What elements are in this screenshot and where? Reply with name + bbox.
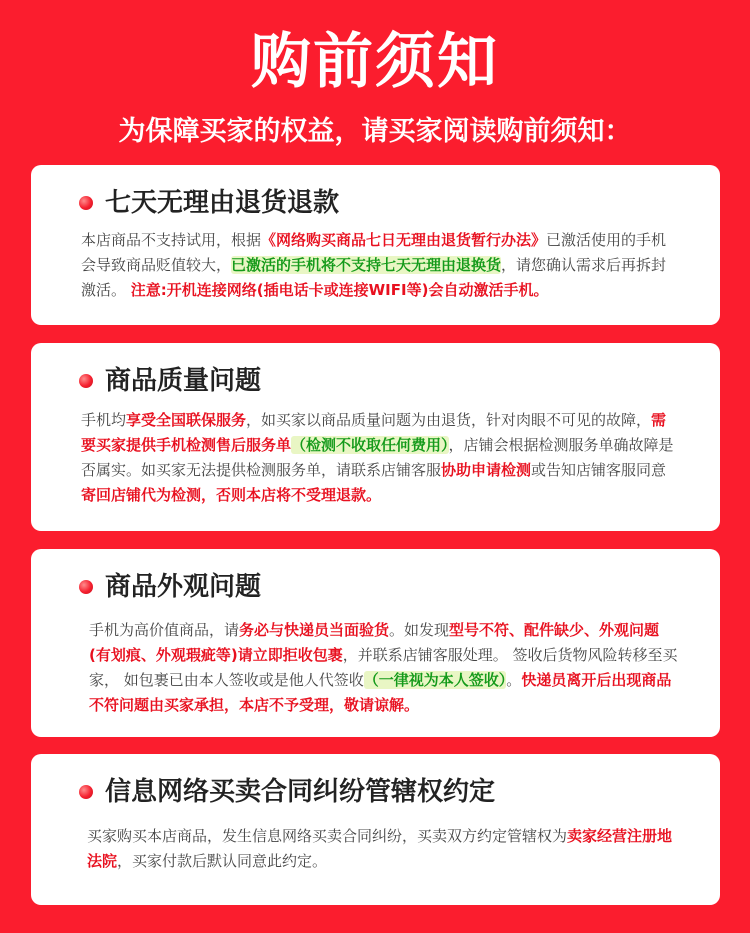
card-appearance-issue xyxy=(31,549,720,737)
emphasis-text: 已激活的手机将不支持七天无理由退换货 xyxy=(231,256,502,274)
highlight-text: 注意:开机连接网络(插电话卡或连接WIFI等)会自动激活手机。 xyxy=(130,281,549,299)
highlight-text: 需要买家提供手机检测售后服务单 xyxy=(81,411,667,454)
card-header xyxy=(79,183,339,223)
body-text: 。如发现 xyxy=(389,621,450,639)
bullet-dot-icon xyxy=(79,196,93,210)
page-subtitle: 为保障买家的权益，请买家阅读购前须知： xyxy=(118,116,632,147)
body-text: 或告知店铺客服同意 xyxy=(531,461,667,479)
highlight-text: 寄回店铺代为检测，否则本店将不受理退款。 xyxy=(81,486,382,504)
body-text: 已激活使用的手机会导致商品贬值较大， xyxy=(81,231,667,274)
card-body xyxy=(81,228,678,303)
body-text: 本店商品不支持试用，根据 xyxy=(81,231,262,249)
card-body xyxy=(81,408,678,508)
card-jurisdiction-agreement xyxy=(31,754,720,905)
body-text: ，如买家以商品质量问题为由退货，针对肉眼不可见的故障， xyxy=(246,411,652,429)
card-seven-day-return xyxy=(31,165,720,325)
card-title: 商品质量问题 xyxy=(105,366,262,396)
highlight-text: 务必与快递员当面验货 xyxy=(239,621,390,639)
card-body xyxy=(89,618,678,718)
card-title: 信息网络买卖合同纠纷管辖权约定 xyxy=(105,777,496,807)
card-header xyxy=(79,567,261,607)
body-text: ，店铺会根据检测服务单确故障是否属实。如买家无法提供检测服务单，请联系店铺客服 xyxy=(81,436,674,479)
card-title: 商品外观问题 xyxy=(105,572,262,602)
emphasis-text: （一律视为本人签收） xyxy=(363,671,507,689)
highlight-text: 享受全国联保服务 xyxy=(126,411,247,429)
body-text: 手机均 xyxy=(81,411,127,429)
page-title: 购前须知 xyxy=(251,27,499,97)
body-text: ，买家付款后默认同意此约定。 xyxy=(117,852,328,870)
highlight-text: 型号不符、配件缺少、外观问题(有划痕、外观瑕疵等)请立即拒收包裹 xyxy=(89,621,660,664)
highlight-text: 卖家经营注册地法院 xyxy=(87,827,673,870)
body-text: 手机为高价值商品，请 xyxy=(89,621,240,639)
emphasis-text: （检测不收取任何费用） xyxy=(291,436,449,454)
highlight-text: 快递员离开后出现商品不符问题由买家承担，本店不予受理，敬请谅解。 xyxy=(89,671,672,714)
card-body xyxy=(87,824,678,874)
body-text: 。 xyxy=(506,671,522,689)
body-text: ，并联系店铺客服处理。 签收后货物风险转移至买家， 如包裹已由本人签收或是他人代签收 xyxy=(89,646,678,689)
highlight-text: 协助申请检测 xyxy=(441,461,532,479)
body-text: ，请您确认需求后再拆封激活。 xyxy=(81,256,667,299)
highlight-text: 《网络购买商品七日无理由退货暂行办法》 xyxy=(261,231,547,249)
bullet-dot-icon xyxy=(79,580,93,594)
bullet-dot-icon xyxy=(79,374,93,388)
body-text: 买家购买本店商品，发生信息网络买卖合同纠纷，买卖双方约定管辖权为 xyxy=(87,827,568,845)
card-header xyxy=(79,361,261,401)
card-title: 七天无理由退货退款 xyxy=(105,188,340,218)
card-quality-issue xyxy=(31,343,720,531)
card-header xyxy=(79,772,495,812)
bullet-dot-icon xyxy=(79,785,93,799)
